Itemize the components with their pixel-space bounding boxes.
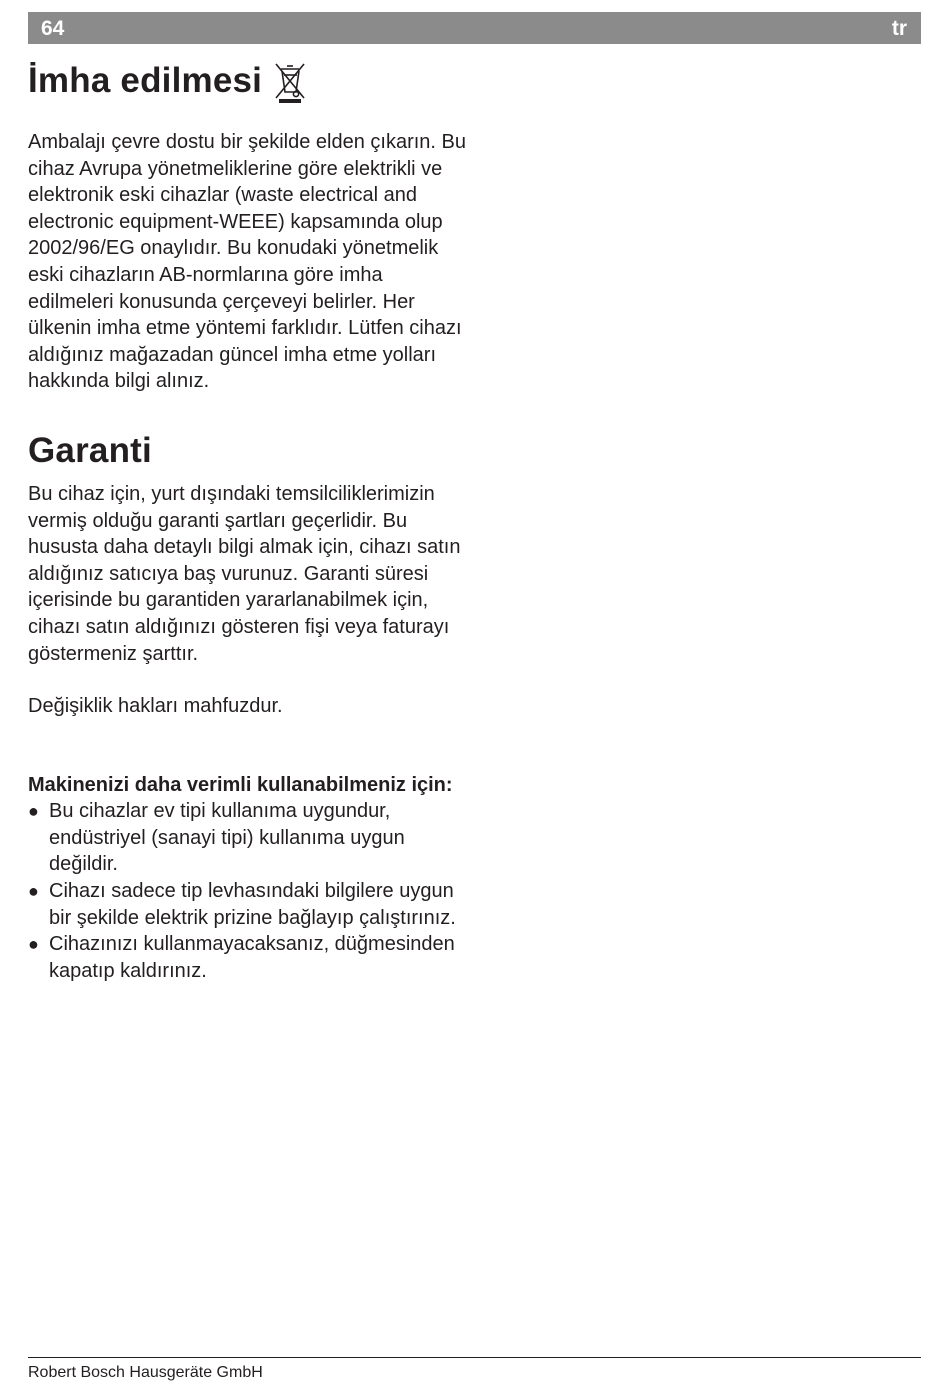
warranty-paragraph: Bu cihaz için, yurt dışındaki temsilciliklerimizin vermiş olduğu garanti şartları geçerlidir. Bu hususta daha detaylı bilgi almak için, cihazı satın aldığınız satıcıya baş vurunuz. Garanti süresi içerisinde bu garantiden yararlanabilmek için, cihazı satın aldığınızı gösteren fişi veya faturayı göstermeniz şarttır. — [28, 482, 461, 665]
bullet-icon: ● — [28, 881, 39, 902]
disposal-title: İmha edilmesi — [28, 61, 263, 100]
list-item — [28, 931, 468, 984]
language-code: tr — [891, 17, 907, 40]
warranty-title: Garanti — [28, 430, 152, 470]
footer-divider — [28, 1357, 921, 1358]
page-content — [28, 58, 468, 984]
list-item — [28, 798, 468, 878]
list-item — [28, 878, 468, 931]
bullet-icon: ● — [28, 801, 39, 822]
disposal-paragraph: Ambalajı çevre dostu bir şekilde elden çıkarın. Bu cihaz Avrupa yönetmeliklerine göre elektrikli ve elektronik eski cihazlar (waste electrical and electronic equipment-WEEE) kapsamında olup 2002/96/EG onaylıdır. Bu konudaki yönetmelik eski cihazların AB-normlarına göre imha edilmeleri konusunda çerçeveyi belirler. Her ülkenin imha etme yöntemi farklıdır. Lütfen cihazı aldığınız mağazadan güncel imha etme yolları hakkında bilgi alınız. — [28, 131, 466, 393]
disposal-heading-row — [28, 58, 468, 104]
footer-company: Robert Bosch Hausgeräte GmbH — [28, 1364, 263, 1381]
list-item-text: Cihazınızı kullanmayacaksanız, düğmesinden kapatıp kaldırınız. — [49, 933, 455, 982]
page-header-bar — [28, 12, 921, 44]
tips-list — [28, 798, 468, 984]
bullet-icon: ● — [28, 934, 39, 955]
tips-title: Makinenizi daha verimli kullanabilmeniz için: — [28, 773, 453, 796]
list-item-text: Bu cihazlar ev tipi kullanıma uygundur, endüstriyel (sanayi tipi) kullanıma uygun değildir. — [49, 800, 405, 876]
list-item-text: Cihazı sadece tip levhasındaki bilgilere uygun bir şekilde elektrik prizine bağlayıp çalıştırınız. — [49, 880, 456, 929]
crossed-out-wheelie-bin-icon — [270, 58, 310, 104]
rights-reserved-note: Değişiklik hakları mahfuzdur. — [28, 695, 283, 718]
page-number: 64 — [41, 17, 65, 40]
